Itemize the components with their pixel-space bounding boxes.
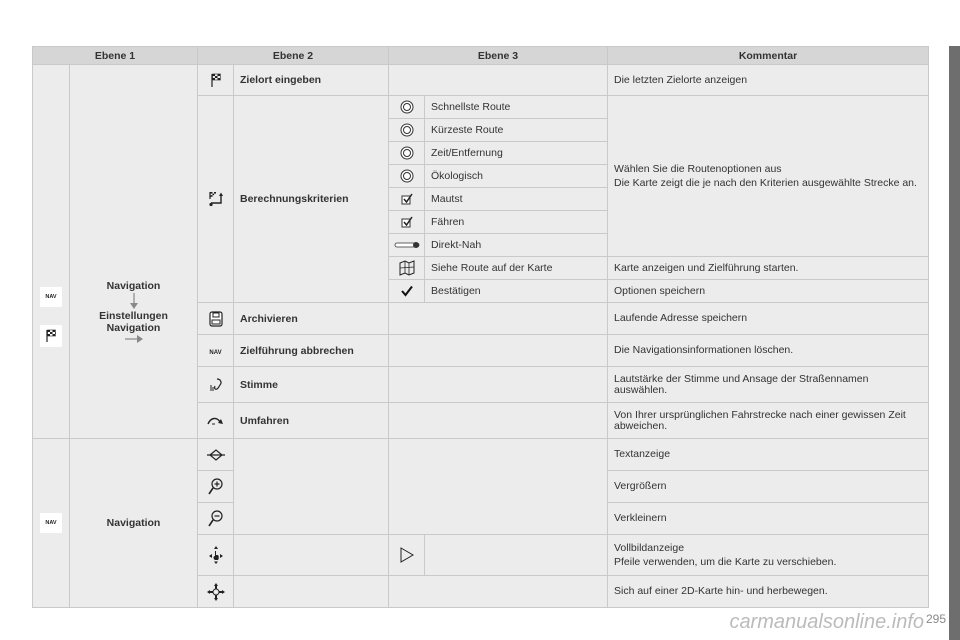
verkleinern-comment: Verkleinern — [608, 503, 929, 535]
zielort-eingeben-label: Zielort eingeben — [234, 65, 389, 96]
play-triangle-icon — [399, 547, 415, 563]
checkered-flag-icon — [208, 72, 224, 88]
vollbild-comment-line1: Vollbildanzeige — [614, 541, 685, 554]
arrow-right-icon — [123, 334, 145, 344]
option-oekologisch: Ökologisch — [425, 165, 608, 188]
option-checkbox-cell — [389, 211, 425, 234]
zielfuehrung-level3-empty — [389, 335, 608, 367]
umfahren-label: Umfahren — [234, 403, 389, 439]
option-slider-cell — [389, 234, 425, 257]
bestaetigen-comment: Optionen speichern — [608, 280, 929, 303]
option-zeit-entfernung: Zeit/Entfernung — [425, 142, 608, 165]
text-display-icon — [206, 448, 226, 462]
nav-badge-small: NAV — [209, 349, 222, 356]
archivieren-comment: Laufende Adresse speichern — [608, 303, 929, 335]
karte2d-level3-empty — [389, 576, 608, 608]
option-radio-cell — [389, 119, 425, 142]
berechnung-comment-line1: Wählen Sie die Routenoptionen aus — [614, 162, 782, 175]
option-radio-cell — [389, 96, 425, 119]
checkbox-icon — [400, 192, 414, 206]
watermark: carmanualsonline.info — [729, 611, 924, 633]
berechnung-comment — [608, 96, 929, 257]
berechnungskriterien-label: Berechnungskriterien — [234, 96, 389, 303]
berechnung-comment-line2: Die Karte zeigt die je nach den Kriterien ausgewählte Strecke an. — [614, 176, 917, 189]
map-route-icon — [398, 260, 416, 276]
level1-navigation-sub-label: Navigation — [106, 321, 161, 334]
zielort-icon-cell — [198, 65, 234, 96]
level1-icon-cell-2 — [33, 439, 70, 608]
stimme-icon-cell — [198, 367, 234, 403]
vollbild-comment — [608, 535, 929, 576]
option-radio-cell — [389, 142, 425, 165]
bestaetigen-label: Bestätigen — [425, 280, 608, 303]
option-radio-cell — [389, 165, 425, 188]
option-faehren: Fähren — [425, 211, 608, 234]
level1-einstellungen-label: Einstellungen — [99, 309, 168, 322]
siehe-icon-cell — [389, 257, 425, 280]
radio-button-icon — [400, 123, 414, 137]
option-mautst: Mautst — [425, 188, 608, 211]
archivieren-label: Archivieren — [234, 303, 389, 335]
vollbild-level2-empty — [234, 535, 389, 576]
karte2d-comment: Sich auf einer 2D-Karte hin- und herbewegen. — [608, 576, 929, 608]
karte2d-level2-empty — [234, 576, 389, 608]
zielfuehrung-icon-cell — [198, 335, 234, 367]
siehe-comment: Karte anzeigen und Zielführung starten. — [608, 257, 929, 280]
map-move-icon — [206, 582, 226, 602]
radio-button-icon — [400, 169, 414, 183]
option-checkbox-cell — [389, 188, 425, 211]
save-disk-icon — [208, 311, 224, 327]
zoom-out-icon — [208, 510, 224, 528]
menu-table — [32, 46, 929, 608]
option-kuerzeste-route: Kürzeste Route — [425, 119, 608, 142]
zielort-comment: Die letzten Zielorte anzeigen — [608, 65, 929, 96]
verkleinern-icon-cell — [198, 503, 234, 535]
page-number: 295 — [925, 612, 946, 626]
umfahren-icon-cell — [198, 403, 234, 439]
textanzeige-icon-cell — [198, 439, 234, 471]
radio-button-icon — [400, 100, 414, 114]
header-ebene-2: Ebene 2 — [198, 47, 389, 65]
berechnung-icon-cell — [198, 96, 234, 303]
umfahren-comment: Von Ihrer ursprünglichen Fahrstrecke nach einer gewissen Zeit abweichen. — [608, 403, 929, 439]
zoom-in-icon — [208, 478, 224, 496]
checkered-flag-icon — [40, 325, 62, 347]
radio-button-icon — [400, 146, 414, 160]
checkbox-icon — [400, 215, 414, 229]
zielfuehrung-comment: Die Navigationsinformationen löschen. — [608, 335, 929, 367]
archivieren-level3-empty — [389, 303, 608, 335]
textanzeige-comment: Textanzeige — [608, 439, 929, 471]
route-flag-icon — [207, 190, 225, 208]
karte2d-icon-cell — [198, 576, 234, 608]
vollbild-icon-cell — [198, 535, 234, 576]
vollbild-play-cell — [389, 535, 425, 576]
header-ebene-3: Ebene 3 — [389, 47, 608, 65]
option-direkt-nah: Direkt-Nah — [425, 234, 608, 257]
page-edge-bar — [949, 46, 960, 640]
header-ebene-1: Ebene 1 — [33, 47, 198, 65]
checkmark-icon — [401, 285, 413, 297]
archivieren-icon-cell — [198, 303, 234, 335]
vollbild-comment-line2: Pfeile verwenden, um die Karte zu verschieben. — [614, 555, 837, 568]
level1-navigation-label-2: Navigation — [70, 439, 198, 608]
detour-icon — [207, 416, 225, 426]
map-controls-level2-empty — [234, 439, 389, 535]
header-kommentar: Kommentar — [608, 47, 929, 65]
option-schnellste-route: Schnellste Route — [425, 96, 608, 119]
level1-navigation-label: Navigation — [106, 279, 161, 292]
finger-arrows-icon — [206, 546, 226, 564]
vollbild-level3-empty — [425, 535, 608, 576]
vergroessern-comment: Vergrößern — [608, 471, 929, 503]
level1-icon-cell — [33, 65, 70, 439]
stimme-label: Stimme — [234, 367, 389, 403]
map-controls-level3-empty — [389, 439, 608, 535]
umfahren-level3-empty — [389, 403, 608, 439]
level1-text-cell — [70, 65, 198, 439]
nav-badge: NAV — [40, 513, 62, 533]
nav-badge: NAV — [40, 287, 62, 307]
stimme-comment: Lautstärke der Stimme und Ansage der Straßennamen auswählen. — [608, 367, 929, 403]
arrow-down-icon — [129, 292, 139, 310]
stimme-level3-empty — [389, 367, 608, 403]
slider-icon — [394, 240, 420, 250]
vergroessern-icon-cell — [198, 471, 234, 503]
bestaetigen-icon-cell — [389, 280, 425, 303]
zielfuehrung-abbrechen-label: Zielführung abbrechen — [234, 335, 389, 367]
voice-icon — [208, 377, 224, 393]
zielort-level3-empty — [389, 65, 608, 96]
siehe-route-label: Siehe Route auf der Karte — [425, 257, 608, 280]
